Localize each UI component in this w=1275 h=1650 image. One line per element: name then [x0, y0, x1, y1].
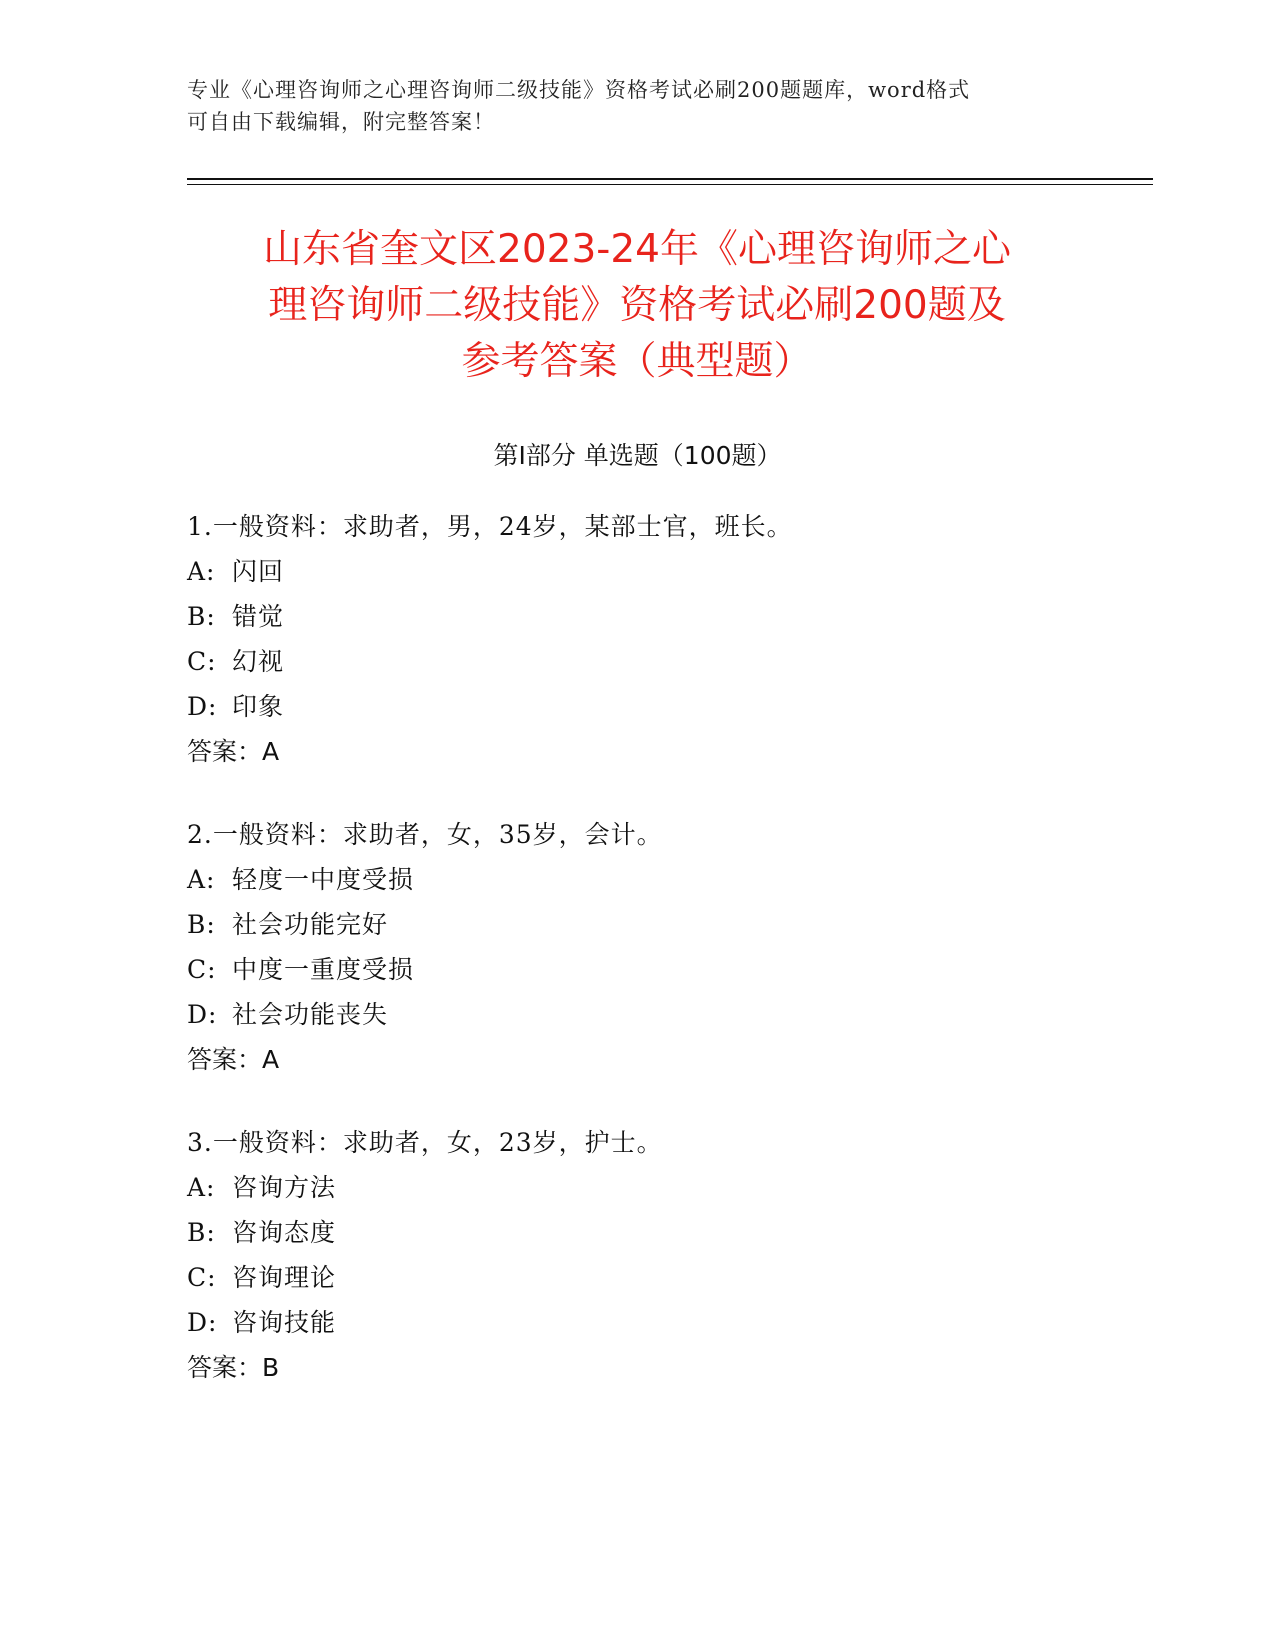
question-2 — [187, 812, 1087, 1082]
document-title-line-2: 理咨询师二级技能》资格考试必刷200题及 — [268, 283, 1006, 328]
option-letter: A: — [187, 1173, 216, 1202]
option-text: 印象 — [232, 692, 285, 721]
question-3 — [187, 1120, 1087, 1390]
option-text: 闪回 — [232, 557, 285, 586]
answer-line: 答案：A — [187, 1045, 280, 1074]
option-d — [187, 684, 1087, 729]
option-d — [187, 1300, 1087, 1345]
option-text: 社会功能完好 — [232, 910, 389, 939]
option-text: 咨询方法 — [232, 1173, 337, 1202]
option-text: 咨询技能 — [232, 1308, 337, 1337]
option-letter: C: — [187, 955, 217, 984]
option-letter: D: — [187, 1000, 218, 1029]
option-text: 幻视 — [232, 647, 285, 676]
header-divider-thick — [187, 178, 1153, 180]
section-heading: 第Ⅰ部分 单选题（100题） — [493, 441, 782, 470]
option-letter: A: — [187, 557, 216, 586]
option-letter: A: — [187, 865, 216, 894]
option-text: 中度一重度受损 — [232, 955, 415, 984]
header-divider-thin — [187, 184, 1153, 185]
question-stem: 2.一般资料：求助者，女，35岁，会计。 — [187, 820, 663, 849]
option-b — [187, 594, 1087, 639]
header-note-line-1: 专业《心理咨询师之心理咨询师二级技能》资格考试必刷200题题库，word格式 — [187, 78, 971, 102]
option-text: 轻度一中度受损 — [232, 865, 415, 894]
option-text: 社会功能丧失 — [232, 1000, 389, 1029]
option-letter: B: — [187, 910, 216, 939]
option-letter: D: — [187, 692, 218, 721]
option-letter: C: — [187, 1263, 217, 1292]
document-title-line-1: 山东省奎文区2023-24年《心理咨询师之心 — [263, 227, 1011, 272]
option-a — [187, 857, 1087, 902]
option-a — [187, 1165, 1087, 1210]
header-note-line-2: 可自由下载编辑，附完整答案！ — [187, 110, 495, 134]
option-c — [187, 639, 1087, 684]
option-letter: B: — [187, 1218, 216, 1247]
option-c — [187, 1255, 1087, 1300]
option-b — [187, 902, 1087, 947]
option-letter: B: — [187, 602, 216, 631]
option-text: 咨询理论 — [232, 1263, 337, 1292]
option-c — [187, 947, 1087, 992]
question-stem: 1.一般资料：求助者，男，24岁，某部士官，班长。 — [187, 512, 793, 541]
option-a — [187, 549, 1087, 594]
header-note — [187, 74, 1067, 138]
option-b — [187, 1210, 1087, 1255]
option-text: 咨询态度 — [232, 1218, 337, 1247]
document-title-line-3: 参考答案（典型题） — [461, 339, 813, 384]
option-text: 错觉 — [232, 602, 285, 631]
question-1 — [187, 504, 1087, 774]
document-title — [187, 222, 1087, 390]
answer-line: 答案：A — [187, 737, 280, 766]
question-stem: 3.一般资料：求助者，女，23岁，护士。 — [187, 1128, 663, 1157]
option-letter: C: — [187, 647, 217, 676]
answer-line: 答案：B — [187, 1353, 280, 1382]
option-letter: D: — [187, 1308, 218, 1337]
option-d — [187, 992, 1087, 1037]
